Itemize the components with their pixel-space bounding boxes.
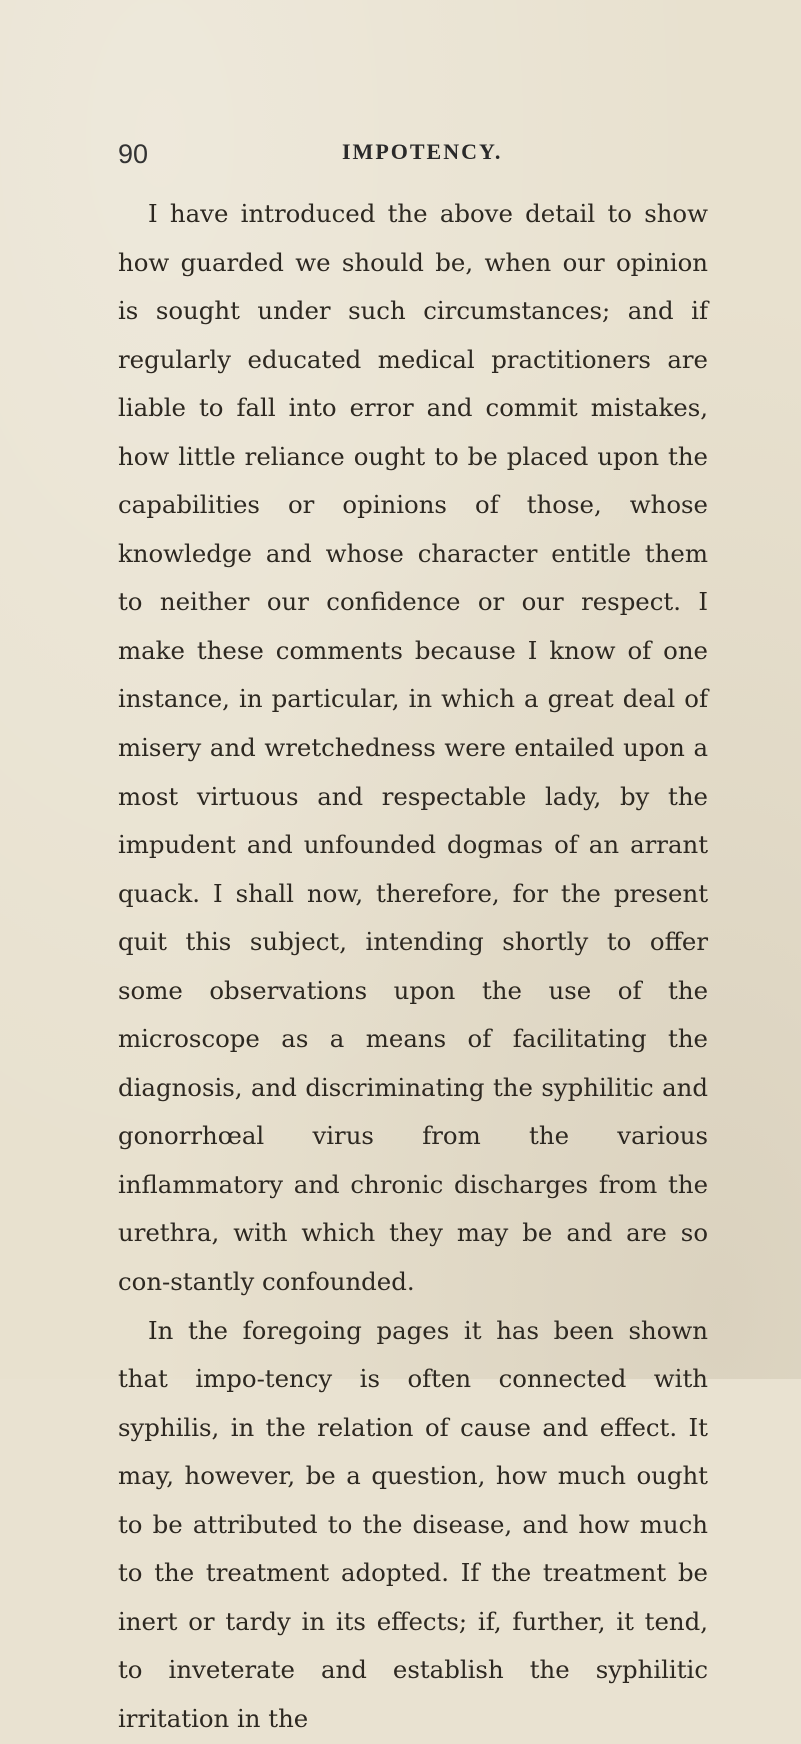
body-text bbox=[118, 190, 708, 1744]
running-title: IMPOTENCY. bbox=[342, 139, 503, 164]
paragraph-2: In the foregoing pages it has been shown that impo-tency is often connected with syphilis, in the relation of cause and effect. It may, however, be a question, how much ought to be attributed to the disease, and how much to the treatment adopted. If the treatment be inert or tardy in its effects; if, further, it tend, to inveterate and establish the syphilitic irritation in the bbox=[118, 1315, 708, 1733]
page-number: 90 bbox=[118, 139, 149, 169]
paragraph-1: I have introduced the above detail to show how guarded we should be, when our opinion is sought under such circumstances; and if regularly educated medical practitioners are liable to fall into error and commit mistakes, how little reliance ought to be placed upon the capabilities or opinions of those, whose knowledge and whose character entitle them to neither our confidence or our respect. I make these comments because I know of one instance, in particular, in which a great deal of misery and wretchedness were entailed upon a most virtuous and respectable lady, by the impudent and unfounded dogmas of an arrant quack. I shall now, therefore, for the present quit this subject, intending shortly to offer some observations upon the use of the microscope as a means of facilitating the diagnosis, and discriminating the syphilitic and gonorrhœal virus from the various inflammatory and chronic discharges from the urethra, with which they may be and are so con-stantly confounded. bbox=[118, 199, 708, 1297]
page-header bbox=[118, 139, 708, 179]
